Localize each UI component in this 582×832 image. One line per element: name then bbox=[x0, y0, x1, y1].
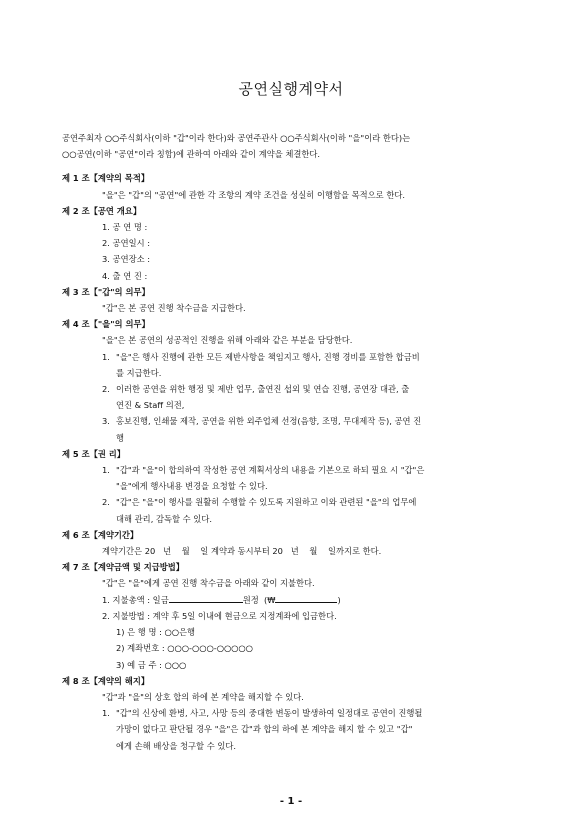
article-4-body: "을"은 본 공연의 성공적인 진행을 위해 아래와 같은 부분을 담당한다. bbox=[102, 335, 353, 346]
article-2-item: 4. 출 연 진 : bbox=[102, 270, 148, 281]
payment-total-end: ) bbox=[337, 594, 341, 605]
article-4-item-1 bbox=[62, 349, 524, 381]
item-text: 가망이 없다고 판단될 경우 "을"은 갑"과 합의 하에 본 계약을 해지 할 수 있고 "갑" bbox=[116, 724, 413, 735]
item-number: 1. bbox=[102, 708, 110, 719]
page-number: - 1 - bbox=[279, 796, 303, 807]
article-5-item-2 bbox=[62, 494, 524, 526]
article-2-item: 2. 공연일시 : bbox=[102, 238, 151, 249]
article-4-heading: 제 4 조【"을"의 의무】 bbox=[62, 319, 150, 330]
item-text: "을"에게 행사내용 변경을 요청할 수 있다. bbox=[116, 481, 268, 492]
article-7-body: "갑"은 "을"에게 공연 진행 착수금을 아래와 같이 지불한다. bbox=[102, 578, 315, 589]
item-text: 연진 & Staff 의전, bbox=[116, 400, 185, 411]
article-5-item-1 bbox=[62, 462, 524, 494]
article-6-heading: 제 6 조【계약기간】 bbox=[62, 529, 139, 540]
item-text: 대해 관리, 감독할 수 있다. bbox=[116, 513, 212, 524]
article-5-heading: 제 5 조【권 리】 bbox=[62, 448, 126, 459]
article-6-body: 계약기간은 20 년 월 일 계약과 동시부터 20 년 월 일까지로 한다. bbox=[102, 546, 382, 557]
item-number: 1. bbox=[102, 465, 110, 476]
article-3-heading: 제 3 조【"갑"의 의무】 bbox=[62, 286, 150, 297]
amount-blank[interactable] bbox=[169, 593, 243, 603]
item-number: 3. bbox=[102, 416, 110, 427]
item-text: 를 지급한다. bbox=[116, 367, 162, 378]
article-2-item: 1. 공 연 명 : bbox=[102, 222, 148, 233]
item-text: "갑"과 "을"이 합의하여 작성한 공연 계획서상의 내용을 기본으로 하되 필요 시 "갑"은 bbox=[116, 465, 425, 476]
article-2-item: 3. 공연장소 : bbox=[102, 254, 151, 265]
bank-name-line: 1) 은 행 명 : ○○은행 bbox=[116, 627, 196, 638]
item-text: 홍보진행, 인쇄물 제작, 공연을 위한 외주업체 선정(음향, 조명, 무대제작 등), 공연 진 bbox=[116, 416, 422, 427]
article-3-body: "갑"은 본 공연 진행 착수금을 지급한다. bbox=[102, 303, 246, 314]
amount-number-blank[interactable] bbox=[275, 593, 337, 603]
account-holder-line: 3) 예 금 주 : ○○○ bbox=[116, 659, 187, 670]
item-text: "갑"은 "을"이 행사를 원활히 수행할 수 있도록 지원하고 이와 관련된 "을"의 업무에 bbox=[116, 497, 417, 508]
payment-total-mid: 원정 (₩ bbox=[242, 594, 276, 605]
article-1-body: "을"은 "갑"의 "공연"에 관한 각 조항의 계약 조건을 성실히 이행함을 목적으로 한다. bbox=[102, 189, 406, 200]
item-text: "갑"의 신상에 환병, 사고, 사망 등의 중대한 변동이 발생하여 일정대로 공연이 진행될 bbox=[116, 708, 423, 719]
item-number: 2. bbox=[102, 497, 110, 508]
document-title: 공연실행계약서 bbox=[238, 80, 344, 98]
item-number: 2. bbox=[102, 384, 110, 395]
intro-line-2: ○○공연(이하 "공연"이라 칭함)에 관하여 아래와 같이 계약을 체결한다. bbox=[62, 149, 321, 160]
article-7-heading: 제 7 조【계약금액 및 지급방법】 bbox=[62, 562, 185, 573]
article-1-heading: 제 1 조【계약의 목적】 bbox=[62, 173, 150, 184]
item-text: 이러한 공연을 위한 행정 및 제반 업무, 출연진 섭외 및 연습 진행, 공연장 대관, 출 bbox=[116, 384, 410, 395]
payment-method-line: 2. 지불방법 : 계약 후 5일 이내에 현금으로 지정계좌에 입금한다. bbox=[102, 610, 337, 621]
article-8-heading: 제 8 조【계약의 해지】 bbox=[62, 675, 150, 686]
article-8-item-1 bbox=[62, 705, 524, 754]
article-4-item-2 bbox=[62, 381, 524, 413]
document-body bbox=[62, 130, 524, 754]
account-number-line: 2) 계좌번호 : ○○○-○○○-○○○○○ bbox=[116, 643, 253, 654]
item-number: 1. bbox=[102, 351, 110, 362]
article-8-body: "갑"과 "을"의 상호 합의 하에 본 계약을 해지할 수 있다. bbox=[102, 691, 304, 702]
item-text: "을"은 행사 진행에 관한 모든 제반사항을 책임지고 행사, 진행 경비를 포함한 합금비 bbox=[116, 351, 420, 362]
article-2-heading: 제 2 조【공연 개요】 bbox=[62, 205, 142, 216]
intro-line-1: 공연주최자 ○○주식회사(이하 "갑"이라 한다)와 공연주관사 ○○주식회사(이하 "을"이라 한다)는 bbox=[62, 133, 411, 143]
payment-total-line bbox=[62, 592, 524, 608]
item-text: 에게 손해 배상을 청구할 수 있다. bbox=[116, 740, 237, 751]
item-text: 행 bbox=[116, 432, 125, 443]
article-4-item-3 bbox=[62, 413, 524, 445]
payment-total-label: 1. 지불총액 : 일금 bbox=[102, 594, 169, 605]
